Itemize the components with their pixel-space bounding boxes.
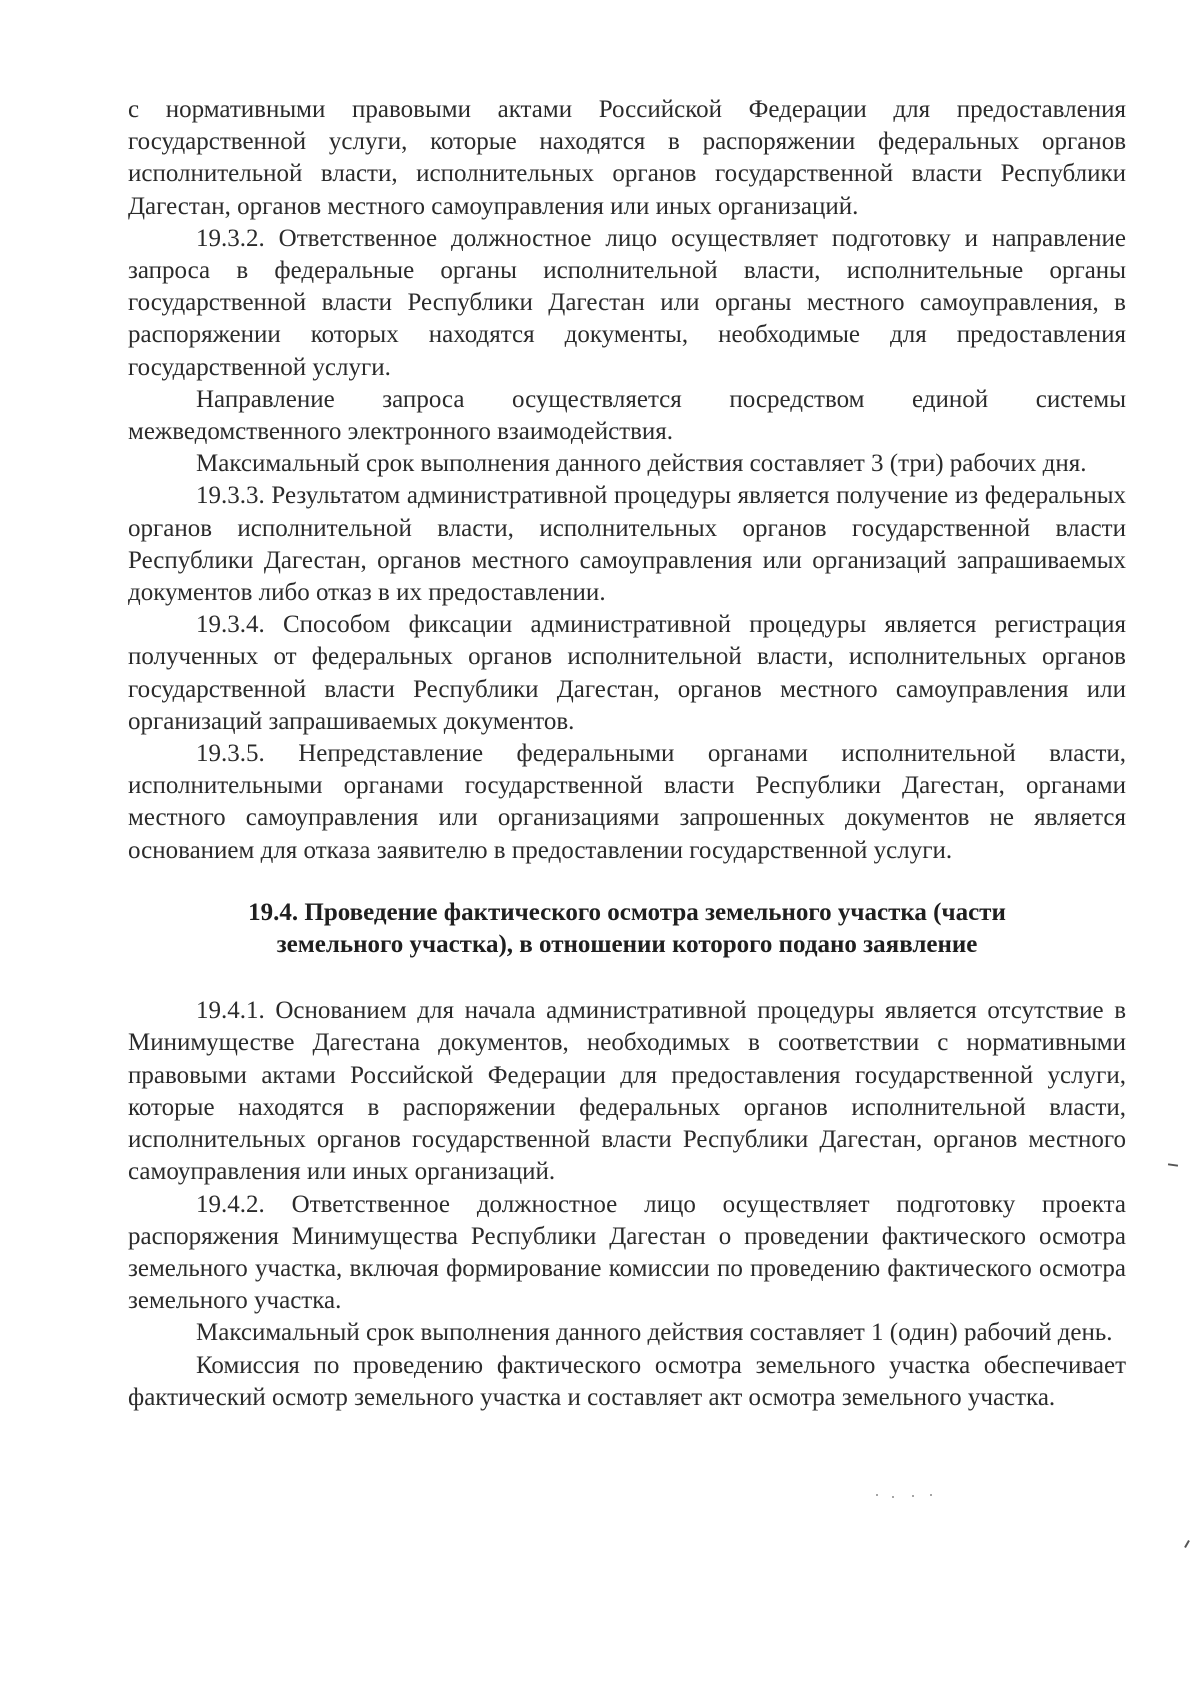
section-heading-line-2: земельного участка), в отношении которого подано заявление	[276, 931, 978, 959]
paragraph-max-term-1-day: Максимальный срок выполнения данного действия составляет 1 (один) рабочий день.	[196, 1319, 1113, 1347]
scan-speck	[912, 1495, 914, 1497]
paragraph-commission: Комиссия по проведению фактического осмотра земельного участка обеспечивает фактический осмотр земельного участка и составляет акт осмотра земельного участка.	[128, 1351, 1126, 1411]
scan-mark	[1184, 1540, 1190, 1548]
paragraph-request-direction: Направление запроса осуществляется посредством единой системы межведомственного электронного взаимодействия.	[128, 385, 1126, 446]
paragraph-19-4-2: 19.4.2. Ответственное должностное лицо осуществляет подготовку проекта распоряжения Минимущества Республики Дагестан о проведении фактического осмотра земельного участка, включая формирование комиссии по проведению фактического осмотра земельного участка.	[128, 1190, 1126, 1315]
scan-speck	[892, 1496, 894, 1498]
scan-mark	[1168, 1163, 1178, 1166]
scan-speck	[930, 1494, 932, 1496]
paragraph-19-3-4: 19.3.4. Способом фиксации административной процедуры является регистрация полученных от федеральных органов исполнительной власти, исполнительных органов государственной власти Республики Дагестан, органов местного самоуправления или организаций запрашиваемых документов.	[128, 611, 1126, 735]
scan-speck	[876, 1494, 878, 1496]
paragraph-19-4-1: 19.4.1. Основанием для начала административной процедуры является отсутствие в Минимуществе Дагестана документов, необходимых в соответствии с нормативными правовыми актами Российской Федерации для предоставления государственной услуги, которые находятся в распоряжении федеральных органов исполнительной власти, исполнительных органов государственной власти Республики Дагестан, органов местного самоуправления или иных организаций.	[128, 997, 1126, 1186]
document-body	[128, 94, 1126, 1414]
section-heading-line-1: 19.4. Проведение фактического осмотра земельного участка (части	[248, 898, 1006, 926]
paragraph-max-term-3-days: Максимальный срок выполнения данного действия составляет 3 (три) рабочих дня.	[196, 450, 1087, 478]
paragraph-19-3-5: 19.3.5. Непредставление федеральными органами исполнительной власти, исполнительными органами государственной власти Республики Дагестан, органами местного самоуправления или организациями запрошенных документов не является основанием для отказа заявителю в предоставлении государственной услуги.	[128, 740, 1126, 864]
paragraph-continuation: с нормативными правовыми актами Российской Федерации для предоставления государственной услуги, которые находятся в распоряжении федеральных органов исполнительной власти, исполнительных органов государственной власти Республики Дагестан, органов местного самоуправления или иных организаций.	[128, 96, 1126, 220]
paragraph-19-3-3: 19.3.3. Результатом административной процедуры является получение из федеральных органов исполнительной власти, исполнительных органов государственной власти Республики Дагестан, органов местного самоуправления или организаций запрашиваемых документов либо отказ в их предоставлении.	[128, 482, 1126, 607]
section-heading-19-4	[128, 897, 1126, 961]
paragraph-19-3-2: 19.3.2. Ответственное должностное лицо осуществляет подготовку и направление запроса в федеральные органы исполнительной власти, исполнительные органы государственной власти Республики Дагестан или органы местного самоуправления, в распоряжении которых находятся документы, необходимые для предоставления государственной услуги.	[128, 224, 1126, 381]
